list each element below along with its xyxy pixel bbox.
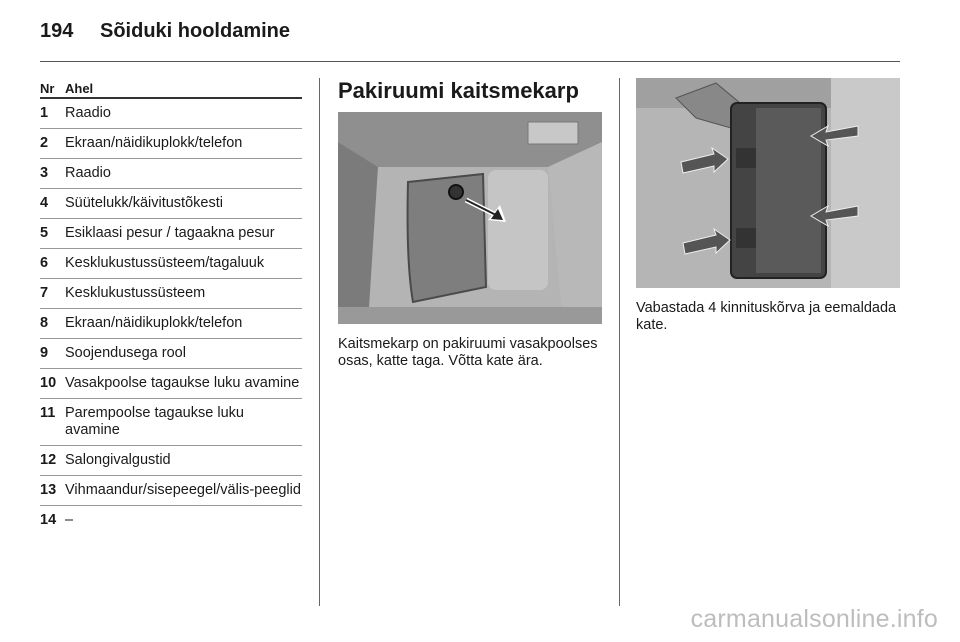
fuse-number: 3 bbox=[40, 165, 49, 181]
table-row bbox=[40, 219, 302, 249]
table-row bbox=[40, 279, 302, 309]
circuit-name: Raadio bbox=[65, 105, 111, 121]
fuse-number: 9 bbox=[40, 345, 49, 361]
circuit-name: Soojendusega rool bbox=[65, 345, 186, 361]
table-row bbox=[40, 159, 302, 189]
fuse-number: 5 bbox=[40, 225, 49, 241]
fuse-number: 2 bbox=[40, 135, 49, 151]
fuse-number: 11 bbox=[40, 405, 56, 421]
circuit-name: Vasakpoolse tagaukse luku avamine bbox=[65, 375, 300, 391]
table-row bbox=[40, 506, 302, 535]
circuit-name: Ekraan/näidikuplokk/telefon bbox=[65, 315, 243, 331]
circuit-name: Kesklukustussüsteem bbox=[65, 285, 206, 301]
header-rule bbox=[40, 61, 900, 62]
column-header-nr: Nr bbox=[40, 81, 55, 96]
cover-removal-instruction: Vabastada 4 kinnituskõrva ja eemaldada kate. bbox=[636, 300, 897, 333]
circuit-name: Salongivalgustid bbox=[65, 452, 171, 468]
table-row bbox=[40, 249, 302, 279]
watermark: carmanualsonline.info bbox=[690, 605, 938, 633]
page-header bbox=[40, 18, 920, 56]
table-row bbox=[40, 99, 302, 129]
table-row bbox=[40, 369, 302, 399]
table-row bbox=[40, 189, 302, 219]
fuse-number: 13 bbox=[40, 482, 57, 498]
circuit-name: Esiklaasi pesur / tagaakna pesur bbox=[65, 225, 275, 241]
fuse-number: 12 bbox=[40, 452, 57, 468]
fuse-number: 14 bbox=[40, 512, 57, 528]
section-heading: Pakiruumi kaitsmekarp bbox=[338, 78, 579, 103]
table-row bbox=[40, 399, 302, 446]
circuit-name: Kesklukustussüsteem/tagaluuk bbox=[65, 255, 265, 271]
table-row bbox=[40, 446, 302, 476]
fuse-number: 8 bbox=[40, 315, 49, 331]
trunk-fuse-description: Kaitsmekarp on pakiruumi vasakpoolses osas, katte taga. Võtta kate ära. bbox=[338, 336, 598, 369]
fuse-number: 4 bbox=[40, 195, 49, 211]
fuse-box-photo bbox=[636, 78, 900, 288]
circuit-name: Ekraan/näidikuplokk/telefon bbox=[65, 135, 243, 151]
column-divider bbox=[619, 78, 620, 606]
trunk-fuse-section bbox=[338, 78, 603, 369]
page-number: 194 bbox=[40, 20, 74, 42]
table-row bbox=[40, 129, 302, 159]
column-divider bbox=[319, 78, 320, 606]
circuit-name: Vihmaandur/sisepeegel/välis-peeglid bbox=[65, 482, 301, 498]
fuse-number: 1 bbox=[40, 105, 49, 121]
circuit-name: Parempoolse tagaukse luku avamine bbox=[65, 405, 244, 438]
trunk-photo bbox=[338, 112, 602, 324]
fuse-number: 10 bbox=[40, 375, 57, 391]
circuit-name: Süütelukk/käivitustõkesti bbox=[65, 195, 223, 211]
column-header-circuit: Ahel bbox=[65, 81, 94, 96]
fuse-number: 6 bbox=[40, 255, 49, 271]
table-row bbox=[40, 476, 302, 506]
fuse-table-body bbox=[40, 99, 302, 535]
table-row bbox=[40, 309, 302, 339]
section-title: Sõiduki hooldamine bbox=[100, 20, 291, 42]
table-row bbox=[40, 339, 302, 369]
fuse-table bbox=[40, 78, 302, 535]
fuse-table-header bbox=[40, 78, 302, 99]
circuit-name: – bbox=[65, 512, 74, 528]
fuse-number: 7 bbox=[40, 285, 49, 301]
circuit-name: Raadio bbox=[65, 165, 111, 181]
